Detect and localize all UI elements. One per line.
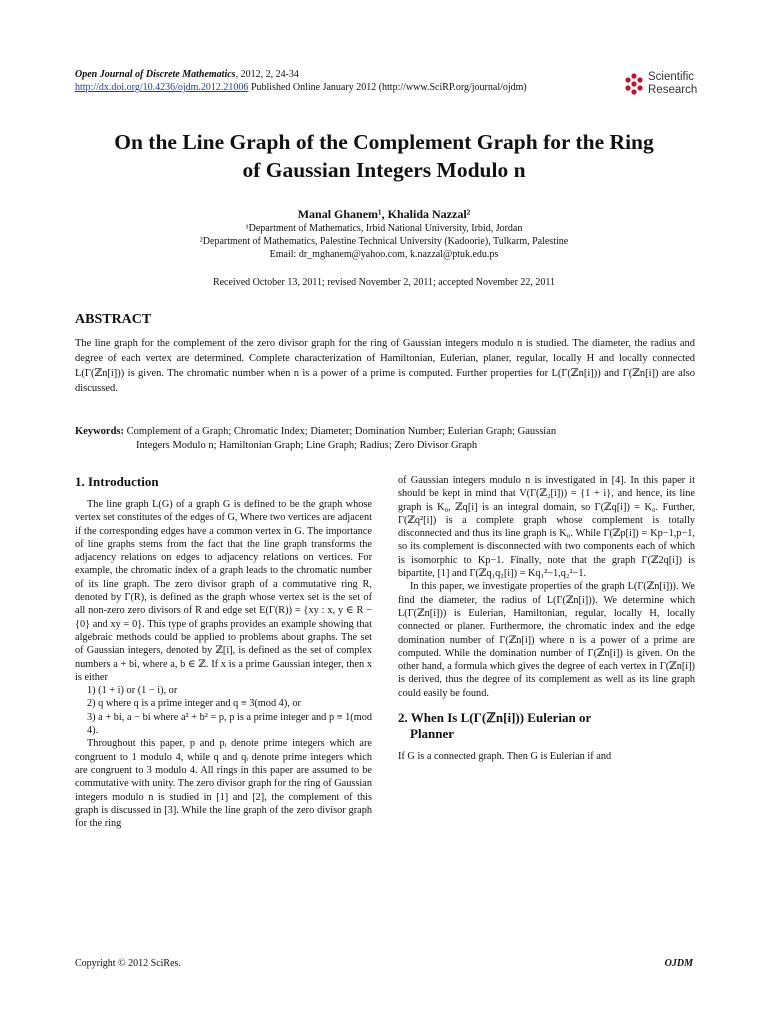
- logo-text: Scientific Research: [648, 71, 698, 96]
- intro-paragraph-4: In this paper, we investigate properties of the graph L(Γ(ℤn[i])). We find the diameter, the radius of L(Γ(ℤn[i])). We determine which L(Γ(ℤn[i])) is Eulerian, Hamiltonian, regular, locally H, locally connected or planer. Furthermore, the chromatic index and the edge domination number of Γ(ℤn[i]) where n is a power of a prime are computed. While the domination number of Γ(ℤn[i]) is given. On the other hand, a formula which gives the degree of each vertex in Γ(ℤn[i]) is derived, thus the degree of its complement as well as its line graph could easily be found.: [398, 581, 695, 699]
- intro-paragraph-1: The line graph L(G) of a graph G is defined to be the graph whose vertex set constitutes of the edges of G, Where two vertices are adjacent if the corresponding edges have a common vertex in G. The importance of line graphs stems from the fact that the line graph transforms the adjacency relations on edges to adjacency relations on vertices. For example, the chromatic index of a graph leads to the chromatic number of its line graph. The zero divisor graph of a commutative ring R, denoted by Γ(R), is defined as the graph whose vertex set is the set of all non-zero zero divisors of R and edge set E(Γ(R)) = {xy : x, y ∈ R − {0} and xy = 0}. This type of graphs provides an example showing that algebraic methods could be applied to problems about graphs. The set of Gaussian integers, denoted by ℤ[i], is defined as the set of complex numbers a + bi, where a, b ∈ ℤ. If x is a prime Gaussian integer, then x is either: [75, 499, 372, 683]
- received-dates: Received October 13, 2011; revised November 2, 2011; accepted November 22, 2011: [212, 277, 556, 288]
- paper-title: [40, 128, 728, 184]
- affiliation-2: ²Department of Mathematics, Palestine Technical University (Kadoorie), Tulkarm, Palestine: [199, 236, 569, 247]
- prime-case-3: 3) a + bi, a − bi where a² + b² = p, p is a prime integer and p ≡ 1(mod 4).: [87, 711, 372, 737]
- intro-paragraph-2: Throughout this paper, p and pᵢ denote prime integers which are congruent to 1 modulo 4, while q and qᵢ denote prime integers which are congruent to 3 modulo 4. All rings in this paper are assumed to be commutative with unity. The zero divisor graph for the ring of Gaussian integers modulo n is studied in [1] and [2], the complement of this graph is discussed in [3]. While the line graph of the zero divisor graph for the ring: [75, 738, 372, 830]
- prime-case-2: 2) q where q is a prime integer and q ≡ 3(mod 4), or: [87, 698, 301, 710]
- author-emails: Email: dr_mghanem@yahoo.com, k.nazzal@ptuk.edu.ps: [269, 249, 499, 260]
- scientific-research-logo-icon: [622, 72, 646, 96]
- title-line-2: of Gaussian Integers Modulo n: [242, 158, 526, 182]
- keywords-label: Keywords:: [75, 426, 124, 437]
- journal-header: [75, 68, 527, 94]
- abstract-body: [75, 336, 695, 396]
- publisher-logo: [622, 70, 712, 100]
- abstract-heading: ABSTRACT: [75, 312, 152, 327]
- affiliation-1: ¹Department of Mathematics, Irbid National University, Irbid, Jordan: [245, 223, 523, 234]
- authors: Manal Ghanem¹, Khalida Nazzal²: [297, 207, 471, 221]
- intro-paragraph-3: of Gaussian integers modulo n is investigated in [4]. In this paper it should be kept in mind that V(Γ(ℤ₂[i])) = {1 + i}, and hence, its line graph is K₀, ℤq[i] is an integral domain, so Γ(ℤq[i]) = K₀. Further, Γ(ℤq²[i]) is a complete graph whose complement is totally disconnected and thus its line graph is K₀. While Γ(ℤp[i]) = Kp−1,p−1, so its complement is disconnected with two components each of which is isomorphic to Kp−1. Finally, note that the graph Γ(ℤ2q[i]) is bipartite, [1] and Γ(ℤq₁q₂[i]) = Kq₁²−1,q₂²−1.: [398, 475, 695, 580]
- section-2-heading: 2. When Is L(Γ(ℤn[i])) Eulerian or Planner: [398, 710, 592, 742]
- journal-name: Open Journal of Discrete Mathematics: [75, 69, 236, 80]
- doi-link[interactable]: http://dx.doi.org/10.4236/ojdm.2012.21006: [75, 82, 249, 93]
- section-1-heading: 1. Introduction: [75, 474, 159, 489]
- published-info: Published Online January 2012 (http://www.SciRP.org/journal/ojdm): [248, 82, 527, 93]
- left-column: [75, 474, 372, 830]
- title-line-1: On the Line Graph of the Complement Graph for the Ring: [114, 130, 654, 154]
- keywords-line-1: Complement of a Graph; Chromatic Index; Diameter; Domination Number; Eulerian Graph; Gaussian: [124, 426, 557, 437]
- section-2-paragraph-1: If G is a connected graph. Then G is Eulerian if and: [398, 751, 612, 763]
- prime-case-1: 1) (1 + i) or (1 − i), or: [87, 685, 178, 697]
- keywords: [75, 425, 695, 453]
- journal-citation: , 2012, 2, 24-34: [235, 69, 299, 80]
- footer-copyright: Copyright © 2012 SciRes.: [75, 958, 181, 969]
- keywords-line-2: Integers Modulo n; Hamiltonian Graph; Line Graph; Radius; Zero Divisor Graph: [136, 440, 478, 451]
- right-column: [398, 474, 695, 763]
- abstract-paragraph: The line graph for the complement of the zero divisor graph for the ring of Gaussian integers modulo n is studied. The diameter, the radius and degree of each vertex are determined. Complete characterization of Hamiltonian, Eulerian, planer, regular, locally H and locally connected L(Γ(ℤn[i])) is given. The chromatic number when n is a power of a prime is computed. Further properties for L(Γ(ℤn[i])) and Γ(ℤn[i]) are also discussed.: [75, 338, 695, 394]
- footer-journal: OJDM: [664, 958, 693, 969]
